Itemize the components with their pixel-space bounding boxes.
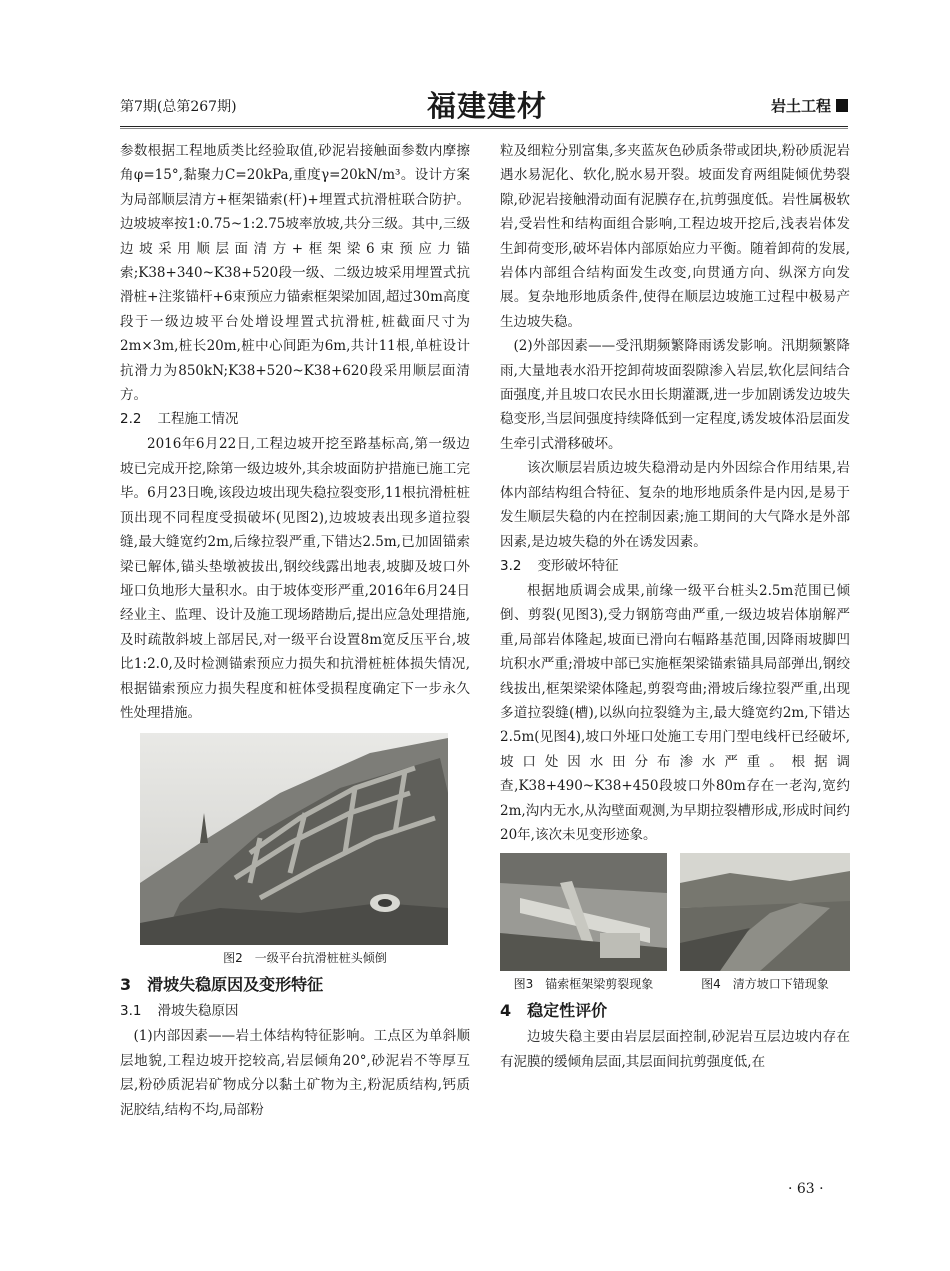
figure-4-caption: 图4 清方坡口下错现象	[701, 977, 829, 992]
figure-2-caption: 图2 一级平台抗滑桩桩头倾倒	[223, 951, 387, 966]
heading-number: 3	[120, 975, 132, 995]
paragraph: (1)内部因素——岩土体结构特征影响。工点区为单斜顺层地貌,工程边坡开挖较高,岩层倾角20°,砂泥岩不等厚互层,粉砂质泥岩矿物成分以黏土矿物为主,粉泥质结构,钙质泥胶结,结构不均,局部粉	[120, 1028, 470, 1118]
figure-4	[680, 853, 850, 995]
paragraph: 根据地质调会成果,前缘一级平台桩头2.5m范围已倾倒、剪裂(见图3),受力钢筋弯曲严重,一级边坡岩体崩解严重,局部岩体隆起,坡面已滑向右幅路基范围,因降雨坡脚凹坑积水严重;滑坡中部已实施框架梁锚索锚具局部弹出,钢绞线拔出,框架梁梁体隆起,剪裂弯曲;滑坡后缘拉裂严重,出现多道拉裂缝(槽),以纵向拉裂缝为主,最大缝宽约2m,下错达2.5m(见图4),坡口外垭口处施工专用门型电线杆已经破坏,坡口处因水田分布渗水严重。根据调查,K38+490~K38+450段坡口外80m存在一老沟,宽约2m,沟内无水,从沟壁面观测,为早期拉裂槽形成,形成时间约20年,该次未见变形迹象。	[500, 582, 850, 843]
heading-title: 工程施工情况	[157, 411, 239, 428]
heading-number: 3.2	[500, 557, 522, 574]
section-tag	[771, 95, 848, 116]
heading-title: 稳定性评价	[527, 1001, 608, 1021]
frame-beam-photo	[500, 853, 667, 971]
paragraph: 粒及细粒分别富集,多夹蓝灰色砂质条带或团块,粉砂质泥岩遇水易泥化、软化,脱水易开裂。坡面发育两组陡倾优势裂隙,砂泥岩接触滑动面有泥膜存在,抗剪强度低。岩性属极软岩,受岩性和结构面组合影响,工程边坡开挖后,浅表岩体发生卸荷变形,破坏岩体内部原始应力平衡。随着卸荷的发展,岩体内部组合结构面发生改变,向贯通方向、纵深方向发展。复杂地形地质条件,使得在顺层边坡施工过程中极易产生边坡失稳。	[500, 143, 850, 330]
paragraph: 2016年6月22日,工程边坡开挖至路基标高,第一级边坡已完成开挖,除第一级边坡外,其余坡面防护措施已施工完毕。6月23日晚,该段边坡出现失稳拉裂变形,11根抗滑桩桩顶出现不同程度受损破坏(见图2),边坡坡表出现多道拉裂缝,最大缝宽约2m,后缘拉裂严重,下错达2.5m,已加固锚索梁已解体,锚头垫墩被拔出,钢绞线露出地表,坡脚及坡口外垭口负地形大量积水。由于坡体变形严重,2016年6月24日经业主、监理、设计及施工现场踏勘后,提出应急处理措施,及时疏散斜坡上部居民,对一级平台设置8m宽反压平台,坡比1:2.0,及时检测锚索预应力损失和抗滑桩桩体损失情况,根据锚索预应力损失程度和桩体受损程度确定下一步永久性处理措施。	[120, 436, 470, 721]
section-heading-3	[120, 971, 470, 999]
heading-title: 滑坡失稳原因及变形特征	[147, 975, 324, 995]
figure-3-caption: 图3 锚索框架梁剪裂现象	[513, 977, 654, 992]
square-icon	[836, 99, 848, 112]
header-rule-thin	[120, 128, 848, 129]
page-header	[120, 82, 848, 124]
paragraph: 该次顺层岩质边坡失稳滑动是内外因综合作用结果,岩体内部结构组合特征、复杂的地形地质条件是内因,是易于发生顺层失稳的内在控制因素;施工期间的大气降水是外部因素,是边坡失稳的外在诱发因素。	[500, 460, 850, 550]
section-heading-3-2	[500, 554, 850, 579]
heading-number: 4	[500, 1001, 512, 1021]
header-rule	[120, 126, 848, 127]
heading-number: 3.1	[120, 1003, 142, 1020]
slope-photo	[140, 733, 448, 945]
figure-2	[140, 733, 470, 969]
section-heading-3-1	[120, 999, 470, 1024]
heading-title: 变形破坏特征	[537, 557, 619, 574]
journal-title: 福建建材	[426, 89, 547, 123]
issue-label: 第7期(总第267期)	[120, 99, 237, 115]
section-label: 岩土工程	[770, 97, 831, 115]
left-column	[120, 139, 470, 1122]
page-number: · 63 ·	[788, 1181, 824, 1197]
paragraph: (2)外部因素——受汛期频繁降雨诱发影响。汛期频繁降雨,大量地表水沿开挖卸荷坡面裂隙渗入岩层,软化层间结合面强度,并且坡口农民水田长期灌溉,进一步加剧诱发边坡失稳变形,当层间强度持续降低到一定程度,诱发坡体沿层面发生牵引式滑移破坏。	[500, 338, 850, 452]
slope-crest-photo	[680, 853, 850, 971]
section-heading-2-2	[120, 407, 470, 432]
paragraph: 参数根据工程地质类比经验取值,砂泥岩接触面参数内摩擦角φ=15°,黏聚力C=20kPa,重度γ=20kN/m³。设计方案为局部顺层清方+框架锚索(杆)+埋置式抗滑桩联合防护。边坡坡率按1:0.75~1:2.75坡率放坡,共分三级。其中,三级边坡采用顺层面清方+框架梁6束预应力锚索;K38+340~K38+520段一级、二级边坡采用埋置式抗滑桩+注浆锚杆+6束预应力锚索框架梁加固,超过30m高度段于一级边坡平台处增设埋置式抗滑桩,桩截面尺寸为2m×3m,桩长20m,桩中心间距为6m,共计11根,单桩设计抗滑力为850kN;K38+520~K38+620段采用顺层面清方。	[120, 143, 470, 404]
paragraph: 边坡失稳主要由岩层层面控制,砂泥岩互层边坡内存在有泥膜的缓倾角层面,其层面间抗剪强度低,在	[500, 1029, 850, 1070]
heading-number: 2.2	[120, 411, 142, 428]
heading-title: 滑坡失稳原因	[157, 1003, 239, 1020]
right-column	[500, 139, 850, 1074]
figure-3	[500, 853, 667, 995]
figure-pair	[500, 853, 850, 995]
section-heading-4	[500, 997, 850, 1025]
